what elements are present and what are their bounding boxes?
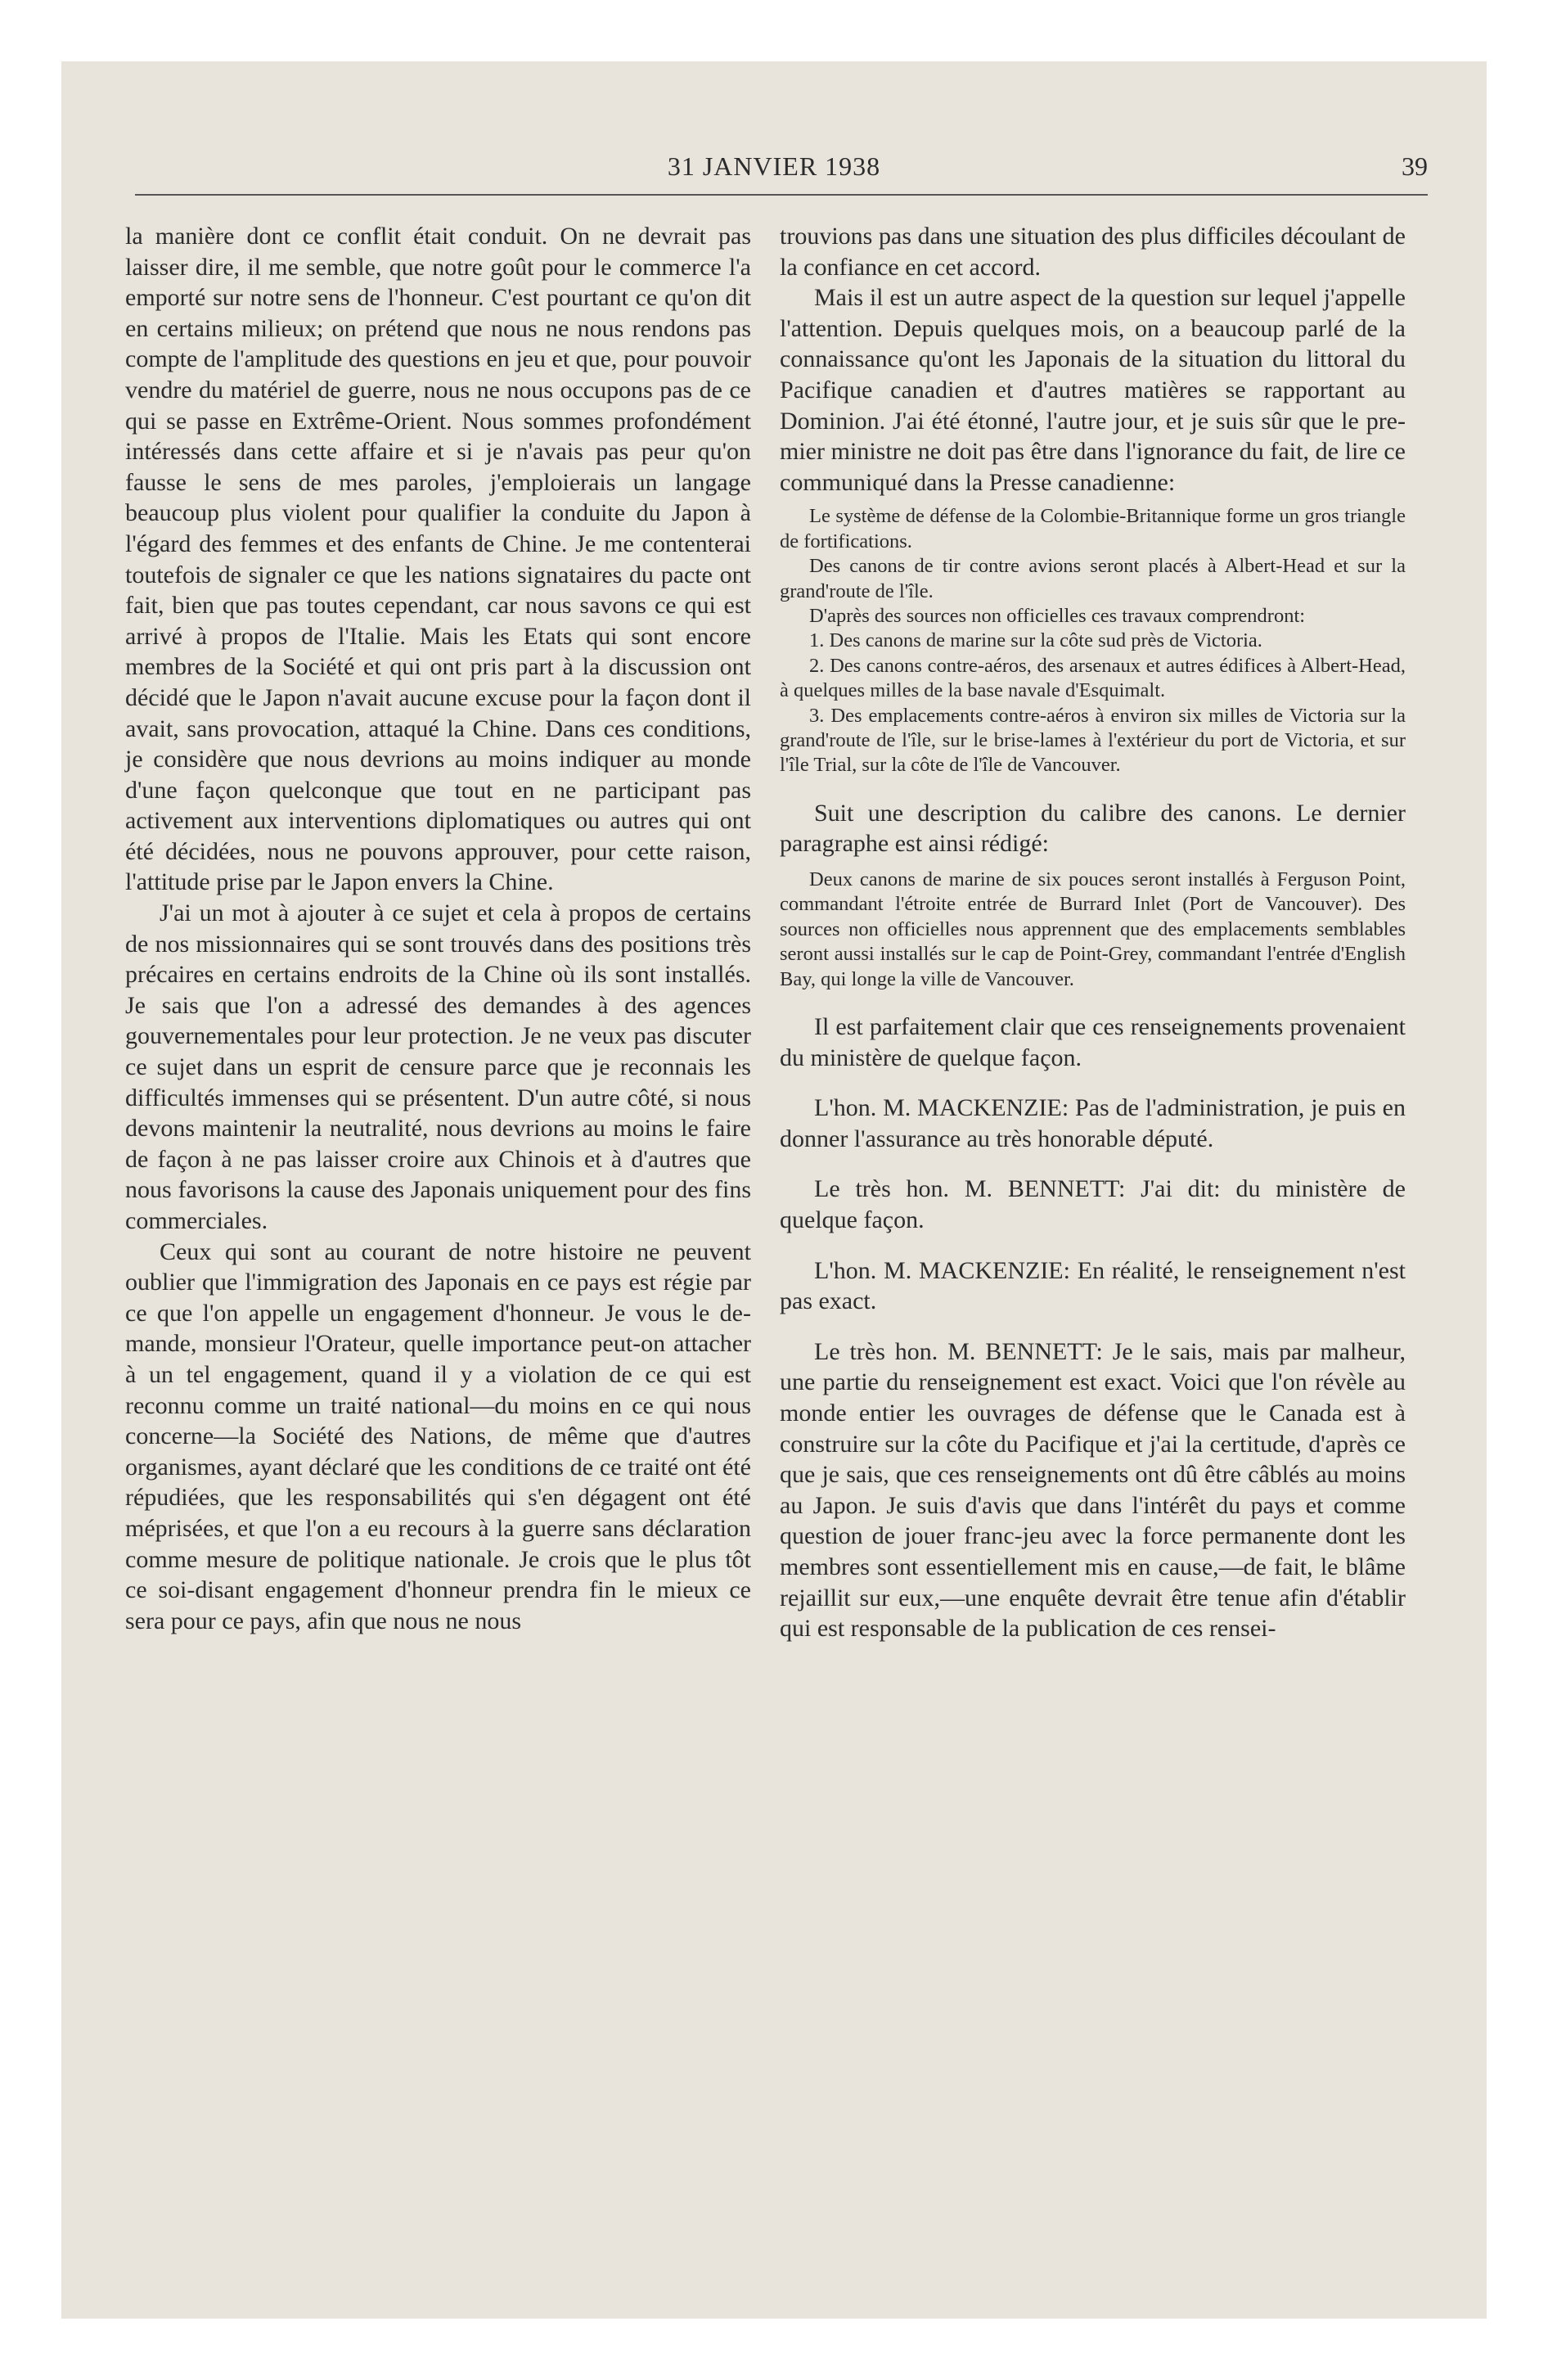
quote-line: Deux canons de marine de six pouces seront installés à Ferguson Point, commandant l'étroite entrée de Burrard Inlet (Port de Vancouver). Des sources non officielles nous apprennent que des emplacements semblables seront aussi installés sur le cap de Point-Grey, commandant l'entrée d'English Bay, qui longe la ville de Vancouver. [780,868,1406,990]
quote-line: 2. Des canons contre-aéros, des arsenaux et autres édifices à Albert-Head, à quelques milles de la base navale d'Esquimalt. [780,654,1406,702]
running-title: 31 JANVIER 1938 [667,151,881,181]
right-column [780,221,1406,1644]
paragraph: Ceux qui sont au courant de notre histoire ne peuvent oublier que l'immigration des Japonais en ce pays est régie par ce que l'on appelle un engagement d'honneur. Je vous le demande, monsieur l'Orateur, quelle importance peut-on attacher à un tel engagement, quand il y a violation de ce qui est reconnu comme un traité national—du moins en ce qui nous concerne—la Société des Nations, de même que d'autres organismes, ayant déclaré que les conditions de ce traité ont été répudiées, que les responsabilités qui s'en dégagent ont été méprisées, et que l'on a eu recours à la guerre sans déclaration comme mesure de politique nationale. Je crois que le plus tôt ce soi-disant engagement d'honneur prendra fin le mieux ce sera pour ce pays, afin que nous ne nous [125,1237,751,1634]
quote-line: D'après des sources non officielles ces travaux comprendront: [809,604,1306,627]
header-rule [135,194,1428,196]
paragraph: la manière dont ce conflit était conduit. On ne devrait pas laisser dire, il me semble, que notre goût pour le commerce l'a emporté sur notre sens de l'honneur. C'est pourtant ce qu'on dit en certains milieux; on prétend que nous ne nous rendons pas compte de l'amplitude des questions en jeu et que, pour pouvoir vendre du matériel de guerre, nous ne nous occupons pas de ce qui se passe en Extrême-Orient. Nous sommes profondément intéressés dans cette affaire et si je n'avais pas peur qu'on fausse le sens de mes paroles, j'emploierais un langage beaucoup plus violent pour qualifier la conduite du Japon à l'égard des femmes et des enfants de Chine. Je me contenterai toutefois de signaler ce que les nations signataires du pacte ont fait, bien que pas toutes cependant, car nous savons ce qui est arrivé à propos de l'Italie. Mais les Etats qui sont encore membres de la Société et qui ont pris part à la discussion ont décidé que le Japon n'avait aucune excuse pour la façon dont il avait, sans provocation, attaqué la Chine. Dans ces conditions, je considère que nous devrions au moins indiquer au monde d'une façon quelconque que tout en ne participant pas activement aux interventions diplomatiques ou autres qui ont été décidées, nous ne pouvons approuver, pour cette raison, l'attitude prise par le Japon envers la Chine. [125,223,751,896]
paragraph: Suit une description du calibre des canons. Le dernier paragraphe est ainsi rédigé: [780,799,1406,858]
running-header [61,151,1487,192]
speaker-paragraph: Le très hon. M. BENNETT: Je le sais, mais par malheur, une partie du renseignement est exact. Voici que l'on révèle au monde entier les ouvrages de défense que le Canada est à construire sur la côte du Pacifique et j'ai la certitude, d'après ce que je sais, que ces renseignements ont dû être câblés au moins au Japon. Je suis d'avis que dans l'intérêt du pays et comme question de jouer franc-jeu avec la force permanente dont les membres sont essentiellement mis en cause,—de fait, le blâme rejaillit sur eux,—une enquête devrait être tenue afin d'établir qui est responsable de la publication de ces rensei- [780,1337,1406,1643]
quoted-communique [780,504,1406,778]
quote-line: 1. Des canons de marine sur la côte sud près de Victoria. [809,629,1262,652]
paragraph: trouvions pas dans une situation des plus difficiles découlant de la confiance en cet accord. [780,223,1406,281]
page-number: 39 [1402,151,1428,181]
quoted-paragraph [780,868,1406,992]
scanned-page [61,61,1487,2319]
speaker-paragraph: Le très hon. M. BENNETT: J'ai dit: du ministère de quelque façon. [780,1175,1406,1233]
speaker-paragraph: L'hon. M. MACKENZIE: Pas de l'administration, je puis en donner l'assurance au très honorable député. [780,1094,1406,1152]
quote-line: Des canons de tir contre avions seront placés à Albert-Head et sur la grand'route de l'île. [780,555,1406,602]
quote-line: Le système de défense de la Colombie-Britannique forme un gros triangle de fortifications. [780,505,1406,552]
page-content [61,61,1487,2319]
paragraph: Mais il est un autre aspect de la question sur lequel j'appelle l'attention. Depuis quelques mois, on a beaucoup parlé de la connaissance qu'ont les Japonais de la situation du littoral du Pacifique canadien et d'autres matières se rapportant au Dominion. J'ai été étonné, l'autre jour, et je suis sûr que le premier ministre ne doit pas être dans l'ignorance du fait, de lire ce communiqué dans la Presse canadienne: [780,284,1406,496]
paragraph: Il est parfaitement clair que ces renseignements provenaient du ministère de quelque façon. [780,1013,1406,1071]
left-column [125,221,751,1636]
quote-line: 3. Des emplacements contre-aéros à environ six milles de Victoria sur la grand'route de l'île, sur le brise-lames à l'extérieur du port de Victoria, et sur l'île Trial, sur la côte de l'île de Vancouver. [780,704,1406,777]
speaker-paragraph: L'hon. M. MACKENZIE: En réalité, le renseignement n'est pas exact. [780,1256,1406,1315]
paragraph: J'ai un mot à ajouter à ce sujet et cela à propos de certains de nos missionnaires qui se sont trouvés dans des positions très précaires en certains endroits de la Chine où ils sont installés. Je sais que l'on a adressé des demandes à des agences gouvernementales pour leur protection. Je ne veux pas discuter ce sujet dans un esprit de censure parce que je reconnais les difficultés immenses qui se présentent. D'un autre côté, si nous devons maintenir la neutralité, nous devrions au moins le faire de façon à ne pas laisser croire aux Chinois et à d'autres que nous favorisons la cause des Japonais uniquement pour des fins commerciales. [125,899,751,1234]
